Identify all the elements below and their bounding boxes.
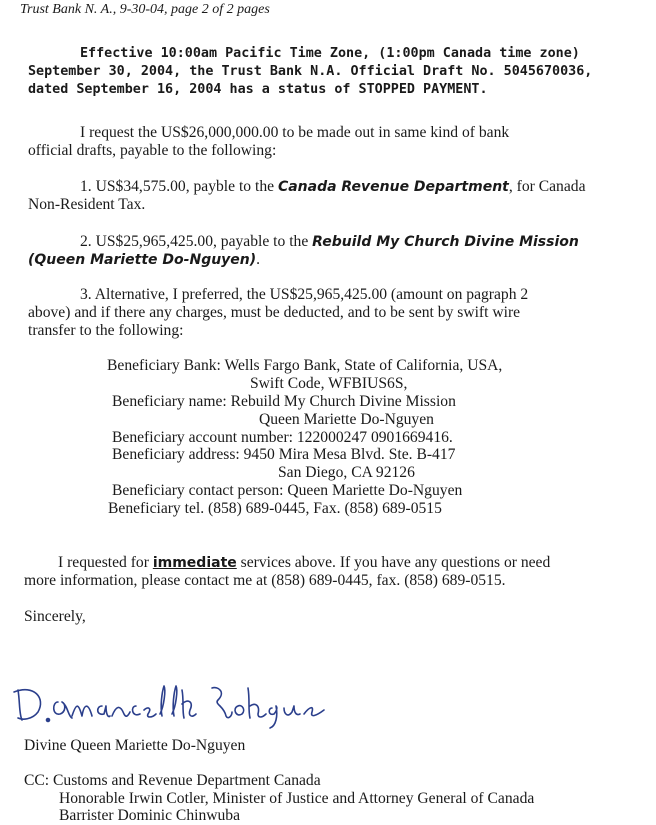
effective-line-2: September 30, 2004, the Trust Bank N.A. Official Draft No. 5045670036, xyxy=(28,64,593,79)
beneficiary-swift: Swift Code, WFBIUS6S, xyxy=(250,375,408,392)
beneficiary-address: Beneficiary address: 9450 Mira Mesa Blvd. Ste. B-417 xyxy=(112,446,456,463)
signatory-name: Divine Queen Mariette Do-Nguyen xyxy=(24,737,246,754)
immediate-emphasis: immediate xyxy=(152,555,237,571)
item-1 xyxy=(28,178,654,214)
beneficiary-tel: Beneficiary tel. (858) 689-0445, Fax. (858) 689-0515 xyxy=(108,500,442,517)
item-2 xyxy=(28,233,654,269)
item-1-payee: Canada Revenue Department xyxy=(277,179,509,195)
item-3 xyxy=(28,286,654,340)
item-1-line-1 xyxy=(28,178,654,196)
item-2-prefix: 2. US$25,965,425.00, payable to the xyxy=(80,233,309,250)
item-1-suffix: , for Canada xyxy=(508,178,586,195)
beneficiary-account: Beneficiary account number: 122000247 0901669416. xyxy=(112,429,453,446)
item-2-payee: Rebuild My Church Divine Mission xyxy=(312,234,579,250)
beneficiary-name-2: Queen Mariette Do-Nguyen xyxy=(259,411,434,428)
beneficiary-contact: Beneficiary contact person: Queen Mariette Do-Nguyen xyxy=(112,482,463,499)
beneficiary-name: Beneficiary name: Rebuild My Church Divine Mission xyxy=(112,393,456,410)
handwritten-signature xyxy=(12,676,332,730)
item-1-prefix: 1. US$34,575.00, payble to the xyxy=(80,178,275,195)
request-line-2: official drafts, payable to the following: xyxy=(28,142,277,159)
closing-line-1 xyxy=(24,554,654,572)
beneficiary-address-2: San Diego, CA 92126 xyxy=(278,464,415,481)
cc-line-2: Honorable Irwin Cotler, Minister of Justice and Attorney General of Canada xyxy=(59,790,535,807)
item-3-line-3: transfer to the following: xyxy=(28,322,184,339)
item-3-line-1: 3. Alternative, I preferred, the US$25,965,425.00 (amount on pagraph 2 xyxy=(80,286,529,303)
sincerely: Sincerely, xyxy=(24,608,86,625)
request-paragraph xyxy=(28,124,654,160)
cc-line-1: CC: Customs and Revenue Department Canada xyxy=(24,772,321,789)
item-1-line-2: Non-Resident Tax. xyxy=(28,196,146,213)
item-2-payee-contact: (Queen Mariette Do-Nguyen) xyxy=(28,252,257,268)
beneficiary-bank: Beneficiary Bank: Wells Fargo Bank, State of California, USA, xyxy=(107,357,503,374)
cc-line-3: Barrister Dominic Chinwuba xyxy=(59,807,241,824)
item-3-line-2: above) and if there any charges, must be deducted, and to be sent by swift wire xyxy=(28,304,521,321)
closing-line-2: more information, please contact me at (858) 689-0445, fax. (858) 689-0515. xyxy=(24,572,506,589)
closing-prefix: I requested for xyxy=(58,554,149,571)
effective-paragraph xyxy=(28,45,654,99)
closing-suffix: services above. If you have any questions or need xyxy=(240,554,551,571)
request-line-1: I request the US$26,000,000.00 to be made out in same kind of bank xyxy=(80,124,510,141)
effective-line-1: Effective 10:00am Pacific Time Zone, (1:00pm Canada time zone) xyxy=(80,46,580,61)
item-2-line-2 xyxy=(28,251,654,269)
closing-paragraph xyxy=(24,554,654,590)
page-header: Trust Bank N. A., 9-30-04, page 2 of 2 pages xyxy=(20,2,270,17)
item-2-end: . xyxy=(256,251,261,268)
item-2-line-1 xyxy=(28,233,654,251)
effective-line-3: dated September 16, 2004 has a status of STOPPED PAYMENT. xyxy=(28,82,488,97)
